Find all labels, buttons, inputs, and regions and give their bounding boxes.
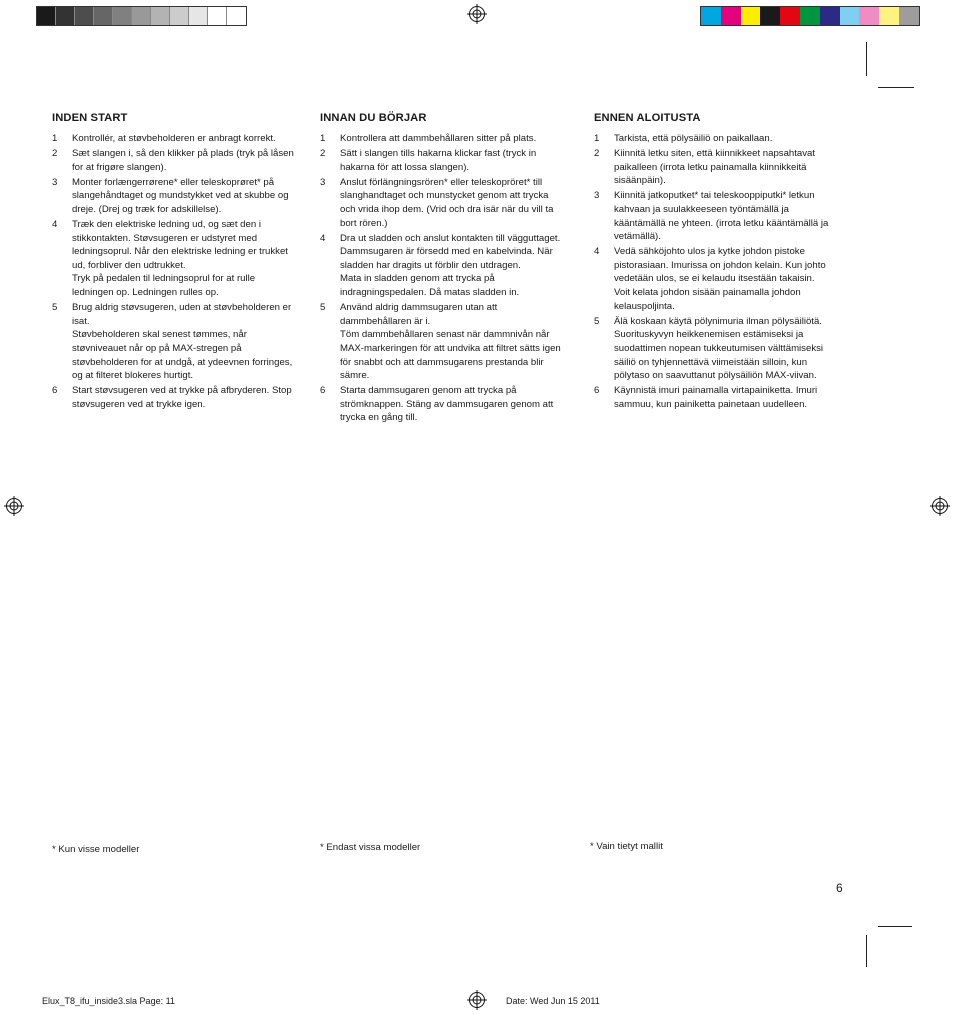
instruction-list — [320, 132, 566, 425]
item-number: 3 — [594, 190, 600, 202]
item-paragraph: Kontrollér, at støvbeholderen er anbragt korrekt. — [72, 133, 276, 144]
item-number: 1 — [52, 133, 58, 144]
crop-mark-top-vertical — [866, 42, 867, 76]
list-item — [594, 315, 840, 383]
list-item — [320, 384, 566, 425]
item-body — [72, 176, 298, 217]
list-item — [52, 176, 298, 217]
list-item — [52, 301, 298, 383]
crop-mark-top-horizontal — [878, 87, 914, 88]
item-number: 1 — [320, 133, 326, 144]
color-swatch — [701, 7, 721, 25]
item-paragraph: Dra ut sladden och anslut kontakten till vägguttaget. Dammsugaren är försedd med en kabelvinda. När sladden har dragits ut förblir den utdragen. — [340, 232, 561, 271]
gray-swatch — [94, 7, 113, 25]
item-body — [340, 384, 566, 425]
item-number: 4 — [52, 219, 58, 231]
list-item — [320, 232, 566, 300]
list-item — [320, 301, 566, 383]
item-body — [72, 147, 298, 174]
item-paragraph: Start støvsugeren ved at trykke på afbryderen. Stop støvsugeren ved at trykke igen. — [72, 385, 292, 410]
item-body — [72, 301, 298, 383]
color-swatch — [721, 7, 741, 25]
column-danish — [52, 112, 298, 413]
item-number: 5 — [52, 302, 58, 314]
color-swatch — [840, 7, 860, 25]
list-item — [52, 147, 298, 174]
item-number: 3 — [52, 176, 58, 188]
list-item — [320, 132, 566, 146]
grayscale-calibration-strip — [36, 6, 247, 26]
item-body — [614, 384, 840, 411]
gray-swatch — [56, 7, 75, 25]
item-paragraph: Mata in sladden genom att trycka på indragningspedalen. Då matas sladden in. — [340, 273, 520, 299]
item-body — [340, 147, 566, 174]
item-paragraph: Voit kelata johdon sisään painamalla johdon kelauspoljinta. — [614, 287, 801, 312]
color-calibration-strip — [700, 6, 920, 26]
item-body — [72, 218, 298, 300]
item-number: 4 — [320, 232, 326, 244]
column-swedish — [320, 112, 566, 426]
item-paragraph: Tarkista, että pölysäiliö on paikallaan. — [614, 133, 773, 144]
item-body — [340, 301, 566, 383]
gray-swatch — [113, 7, 132, 25]
item-paragraph: Kontrollera att dammbehållaren sitter på plats. — [340, 133, 537, 144]
color-swatch — [760, 7, 780, 25]
item-paragraph: Älä koskaan käytä pölynimuria ilman pölysäiliötä. — [614, 315, 822, 327]
column-heading: INNAN DU BÖRJAR — [320, 112, 427, 124]
list-item — [52, 384, 298, 411]
color-swatch — [859, 7, 879, 25]
item-number: 2 — [52, 148, 58, 160]
footnote-finnish: * Vain tietyt mallit — [590, 841, 663, 852]
registration-mark-right-icon — [930, 496, 950, 516]
list-item — [594, 384, 840, 411]
list-item — [594, 189, 840, 243]
list-item — [594, 132, 840, 146]
list-item — [320, 147, 566, 174]
item-paragraph: Kiinnitä letku siten, että kiinnikkeet napsahtavat paikalleen (irrota letku painamalla kiinnikkeitä sisäänpäin). — [614, 148, 816, 187]
instruction-list — [52, 132, 298, 411]
item-paragraph: Käynnistä imuri painamalla virtapainiketta. Imuri sammuu, kun painiketta painetaan uudelleen. — [614, 385, 818, 410]
color-swatch — [899, 7, 919, 25]
item-body — [614, 147, 840, 188]
color-swatch — [879, 7, 899, 25]
color-swatch — [741, 7, 761, 25]
gray-swatch — [151, 7, 170, 25]
item-paragraph: Vedä sähköjohto ulos ja kytke johdon pistoke pistorasiaan. Imurissa on johdon kelain. Kun johto vedetään ulos, se ei kelaudu itsestään takaisin. — [614, 246, 826, 285]
gray-swatch — [189, 7, 208, 25]
item-number: 5 — [320, 302, 326, 314]
item-number: 6 — [594, 385, 600, 397]
gray-swatch — [75, 7, 94, 25]
item-body — [72, 384, 298, 411]
item-body — [614, 189, 840, 243]
item-paragraph: Sæt slangen i, så den klikker på plads (tryk på låsen for at frigøre slangen). — [72, 148, 294, 173]
item-number: 2 — [594, 148, 600, 160]
registration-mark-top-icon — [467, 4, 487, 24]
item-number: 6 — [320, 385, 326, 397]
list-item — [320, 176, 566, 230]
color-swatch — [820, 7, 840, 25]
item-number: 4 — [594, 246, 600, 258]
registration-mark-left-icon — [4, 496, 24, 516]
item-paragraph: Töm dammbehållaren senast när dammnivån når MAX-markeringen för att undvika att filtret sätts igen för snabbt och att dammsugarens prestanda blir sämre. — [340, 329, 561, 382]
item-body — [614, 132, 840, 146]
item-number: 5 — [594, 315, 600, 327]
gray-swatch — [227, 7, 246, 25]
list-item — [594, 245, 840, 313]
item-paragraph: Kiinnitä jatkoputket* tai teleskooppiputki* letkun kahvaan ja suulakkeeseen työntämällä ja kääntämällä ne yhteen. (irrota letku kääntämällä ja vetämällä). — [614, 190, 829, 243]
crop-mark-bottom-horizontal — [878, 926, 912, 927]
item-paragraph: Brug aldrig støvsugeren, uden at støvbeholderen er isat. — [72, 302, 292, 327]
item-body — [340, 232, 566, 300]
page-number: 6 — [836, 881, 843, 895]
item-paragraph: Tryk på pedalen til ledningsoprul for at rulle ledningen op. Ledningen rulles op. — [72, 273, 256, 299]
color-swatch — [800, 7, 820, 25]
list-item — [52, 132, 298, 146]
item-body — [614, 245, 840, 313]
item-paragraph: Använd aldrig dammsugaren utan att dammbehållaren är i. — [340, 302, 498, 327]
gray-swatch — [132, 7, 151, 25]
crop-mark-bottom-vertical — [866, 935, 867, 967]
list-item — [594, 147, 840, 188]
item-number: 1 — [594, 133, 600, 144]
item-paragraph: Monter forlængerrørene* eller teleskoprøret* på slangehåndtaget og mundstykket ved at skubbe og dreje. (Drej og træk for adskillelse). — [72, 176, 289, 215]
footnote-danish: * Kun visse modeller — [52, 844, 140, 855]
slug-date: Date: Wed Jun 15 2011 — [506, 996, 600, 1006]
item-body — [340, 176, 566, 230]
item-body — [340, 132, 566, 146]
item-paragraph: Suorituskyvyn heikkenemisen estämiseksi ja suodattimen nopean tukkeutumisen välttämiseksi säiliö on tyhjennettävä viimeistään silloin, kun pölytaso on saavuttanut pölysäiliön MAX-viivan. — [614, 329, 824, 382]
column-heading: ENNEN ALOITUSTA — [594, 112, 701, 124]
list-item — [52, 218, 298, 300]
slug-file-info: Elux_T8_ifu_inside3.sla Page: 11 — [42, 996, 175, 1006]
instruction-list — [594, 132, 840, 411]
registration-mark-bottom-icon — [467, 990, 487, 1010]
item-paragraph: Træk den elektriske ledning ud, og sæt den i stikkontakten. Støvsugeren er udstyret med ledningsoprul. Når den elektriske ledning er trukket ud, forbliver den udtrukket. — [72, 219, 288, 271]
gray-swatch — [37, 7, 56, 25]
footnote-swedish: * Endast vissa modeller — [320, 842, 421, 853]
item-body — [72, 132, 298, 146]
item-number: 2 — [320, 148, 326, 160]
item-number: 6 — [52, 385, 58, 397]
item-paragraph: Støvbeholderen skal senest tømmes, når støvniveauet når op på MAX-stregen på støvbeholderen for at undgå, at ydeevnen forringes, og at filteret blokeres hurtigt. — [72, 329, 293, 382]
column-heading: INDEN START — [52, 112, 128, 124]
item-body — [614, 315, 840, 383]
gray-swatch — [208, 7, 227, 25]
item-number: 3 — [320, 176, 326, 188]
item-paragraph: Starta dammsugaren genom att trycka på strömknappen. Stäng av dammsugaren genom att trycka en gång till. — [340, 385, 554, 424]
column-finnish — [594, 112, 840, 413]
item-paragraph: Anslut förlängningsrören* eller teleskopröret* till slanghandtaget och munstycket genom att trycka och vrida ihop dem. (Vrid och dra isär när du vill ta bort rören.) — [340, 176, 554, 229]
gray-swatch — [170, 7, 189, 25]
item-paragraph: Sätt i slangen tills hakarna klickar fast (tryck in hakarna för att lossa slangen). — [340, 148, 537, 173]
color-swatch — [780, 7, 800, 25]
